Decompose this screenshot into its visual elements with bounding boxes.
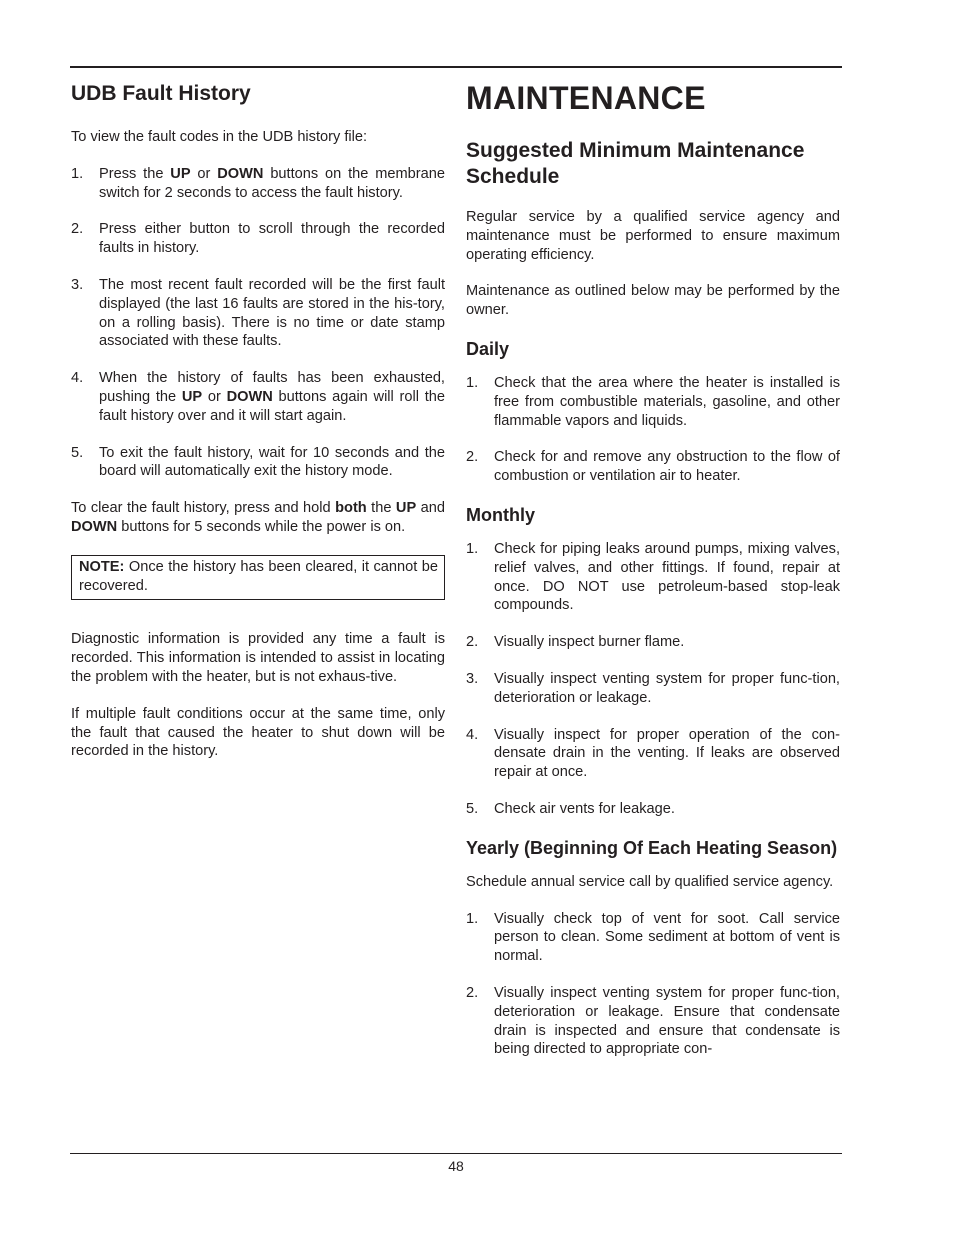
list-item [466,726,840,782]
monthly-list [466,540,840,819]
list-item [466,374,840,430]
left-column [71,80,445,779]
item-number: 3. [466,670,479,687]
monthly-heading: Monthly [466,504,535,525]
list-item [466,633,840,652]
item-text: The most recent fault recorded will be the first fault displayed (the last 16 faults are stored in the his-tory, on a rolling basis). There is no time or date stamp associated with these faults. [99,276,445,350]
note-text: Once the history has been cleared, it cannot be recovered. [79,558,438,594]
list-item [71,369,445,425]
item-text: Visually inspect venting system for proper func-tion, deterioration or leakage. Ensure that condensate drain is inspected and ensure that condensate is being directed to appropriate con- [494,984,840,1058]
yearly-heading: Yearly (Beginning Of Each Heating Season) [466,837,838,858]
item-number: 5. [466,800,479,817]
list-item [71,220,445,258]
item-text: When the history of faults has been exhausted, pushing the UP or DOWN buttons again will roll the fault history over and it will start again. [99,370,445,424]
item-number: 4. [466,726,479,743]
item-number: 2. [466,984,479,1001]
bottom-rule [70,1153,842,1154]
list-item [71,165,445,203]
item-text: Visually inspect for proper operation of the con-densate drain in the venting. If leaks are observed repair at once. [494,726,840,781]
item-text: To exit the fault history, wait for 10 seconds and the board will automatically exit the history mode. [99,444,445,480]
schedule-subtitle: Suggested Minimum Maintenance Schedule [466,139,805,188]
item-text: Check air vents for leakage. [494,800,675,817]
note-label: NOTE: [79,558,125,575]
list-item [71,444,445,482]
top-rule [70,66,842,68]
daily-heading: Daily [466,338,510,359]
item-text: Check for and remove any obstruction to the flow of combustion or ventilation air to heater. [494,449,840,485]
item-number: 1. [71,165,84,182]
item-text: Check for piping leaks around pumps, mixing valves, relief valves, and other fittings. If found, repair at once. DO NOT use petroleum-based stop-leak compounds. [494,540,840,614]
note-box [71,555,445,601]
item-number: 2. [466,634,479,651]
item-number: 1. [466,910,479,927]
owner-paragraph: Maintenance as outlined below may be performed by the owner. [466,283,840,319]
list-item [466,448,840,486]
item-text: Check that the area where the heater is installed is free from combustible materials, gasoline, and other flammable vapors and liquids. [494,374,840,429]
item-number: 2. [466,449,479,466]
daily-list [466,374,840,486]
fault-history-steps [71,165,445,481]
item-number: 4. [71,370,84,387]
multiple-faults-text: If multiple fault conditions occur at the same time, only the fault that caused the heater to shut down will be recorded in the history. [71,705,445,760]
list-item [466,984,840,1059]
clear-history-text: To clear the fault history, press and hold both the UP and DOWN buttons for 5 seconds while the power is on. [71,500,446,535]
item-text: Press either button to scroll through the recorded faults in history. [99,221,445,257]
intro-text: To view the fault codes in the UDB history file: [71,129,368,145]
list-item [466,540,840,615]
item-text: Visually inspect venting system for proper func-tion, deterioration or leakage. [494,670,840,706]
list-item [466,910,840,966]
list-item [466,670,840,708]
item-text: Press the UP or DOWN buttons on the membrane switch for 2 seconds to access the fault history. [99,165,445,201]
list-item [466,800,840,819]
item-number: 1. [466,540,479,557]
item-number: 1. [466,374,479,391]
udb-fault-history-heading: UDB Fault History [71,82,251,105]
item-number: 2. [71,221,84,238]
diagnostic-text: Diagnostic information is provided any time a fault is recorded. This information is intended to assist in locating the problem with the heater, but is not exhaus-tive. [71,631,445,685]
list-item [71,276,445,351]
right-column [466,80,840,1059]
item-number: 5. [71,444,84,461]
item-number: 3. [71,276,84,293]
item-text: Visually inspect burner flame. [494,634,685,651]
yearly-list [466,910,840,1060]
maintenance-title: MAINTENANCE [466,80,706,116]
service-paragraph: Regular service by a qualified service agency and maintenance must be performed to ensure maximum operating efficiency. [466,209,840,263]
item-text: Visually check top of vent for soot. Call service person to clean. Some sediment at bottom of vent is normal. [494,910,840,965]
yearly-intro: Schedule annual service call by qualified service agency. [466,873,834,890]
page-number: 48 [448,1158,464,1174]
